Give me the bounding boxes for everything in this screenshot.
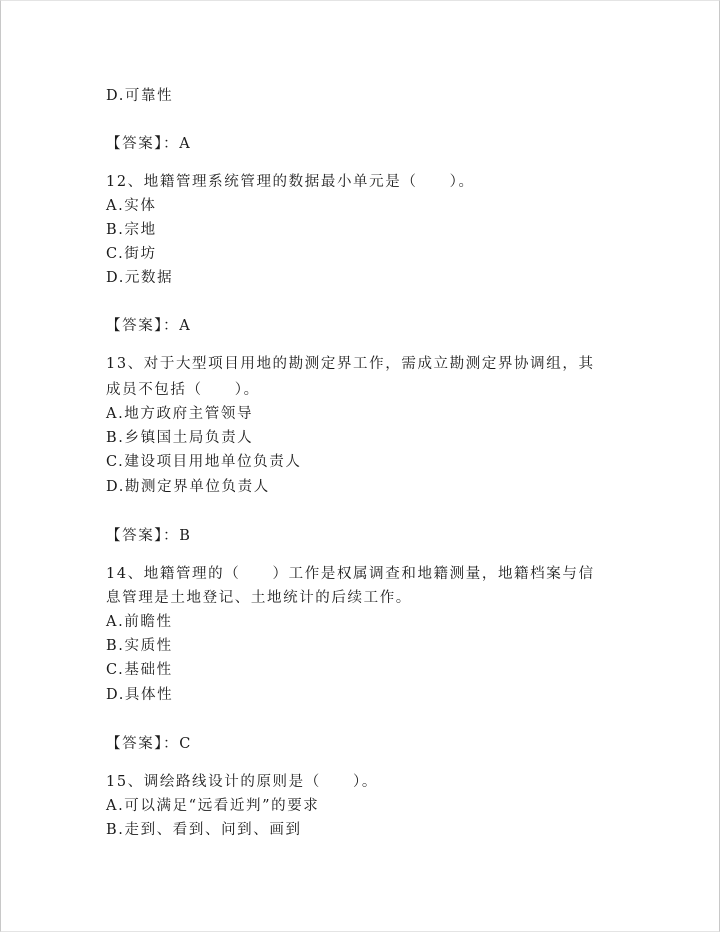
question-14-option-a: A.前瞻性 [106, 614, 173, 630]
question-14-option-d: D.具体性 [106, 687, 174, 703]
option-d-prev: D.可靠性 [106, 88, 174, 104]
question-13-option-b: B.乡镇国土局负责人 [106, 430, 254, 446]
question-14-line-1: 14、地籍管理的（ ）工作是权属调查和地籍测量，地籍档案与信 [106, 566, 595, 582]
question-13-line-1: 13、对于大型项目用地的勘测定界工作，需成立勘测定界协调组，其 [106, 356, 595, 372]
question-14-option-b: B.实质性 [106, 638, 173, 654]
question-13-option-a: A.地方政府主管领导 [106, 406, 254, 422]
question-15: 15、调绘路线设计的原则是（ ）。 [106, 774, 378, 790]
question-14-option-c: C.基础性 [106, 662, 173, 678]
question-12-option-a: A.实体 [106, 198, 157, 214]
question-12: 12、地籍管理系统管理的数据最小单元是（ ）。 [106, 174, 475, 190]
answer-14: 【答案】：C [106, 736, 192, 752]
question-15-option-a: A.可以满足“远看近判”的要求 [106, 798, 320, 814]
question-12-option-d: D.元数据 [106, 270, 174, 286]
answer-12: 【答案】：A [106, 318, 192, 334]
question-15-option-b: B.走到、看到、问到、画到 [106, 822, 302, 838]
question-14-line-2: 息管理是土地登记、土地统计的后续工作。 [106, 590, 412, 606]
question-12-option-b: B.宗地 [106, 222, 157, 238]
question-13-option-d: D.勘测定界单位负责人 [106, 479, 270, 495]
answer-13: 【答案】：B [106, 528, 192, 544]
question-13-line-2: 成员不包括（ ）。 [106, 382, 260, 398]
answer-11: 【答案】：A [106, 136, 192, 152]
question-12-option-c: C.街坊 [106, 246, 157, 262]
question-13-option-c: C.建设项目用地单位负责人 [106, 454, 302, 470]
